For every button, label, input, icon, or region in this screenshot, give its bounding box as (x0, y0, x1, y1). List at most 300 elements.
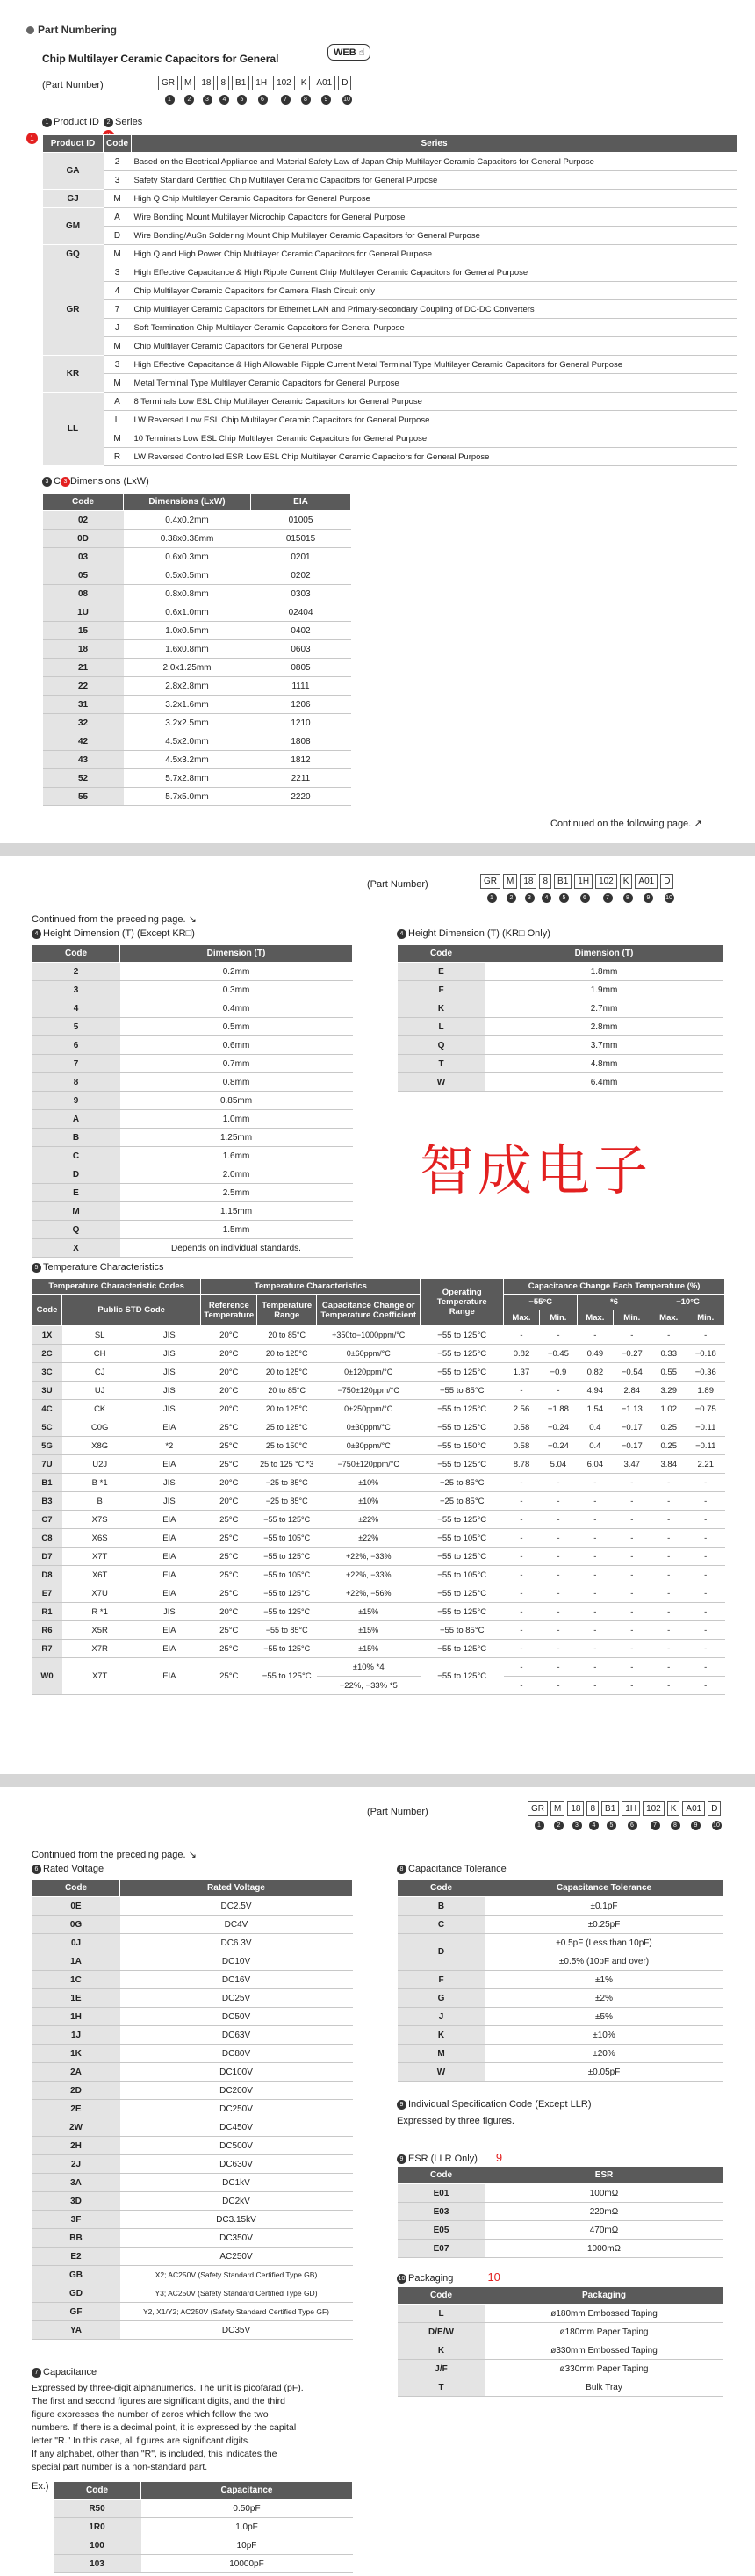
value-cell: 1.8mm (485, 963, 723, 981)
value-cell: - (539, 1382, 577, 1400)
value-cell: ±10% (317, 1492, 421, 1511)
table-row (32, 1492, 725, 1511)
value-cell: ø330mm Paper Taping (485, 2360, 723, 2378)
code-cell: E (32, 1184, 120, 1202)
value-cell: X7T (62, 1658, 138, 1695)
value-cell: Depends on individual standards. (120, 1239, 353, 1258)
pn-label-2: (Part Number) (367, 879, 428, 890)
table-row (43, 356, 737, 374)
table-row (43, 245, 737, 263)
th-dim-lxw: Dimensions (LxW) (124, 494, 251, 511)
value-cell: Y2, X1/Y2; AC250V (Safety Standard Certified Type GF) (120, 2303, 353, 2321)
value-cell: 2.56 (504, 1400, 540, 1418)
pn-boxes-3 (528, 1801, 724, 1816)
code-cell: 1C (32, 1971, 120, 1989)
value-cell: 1210 (251, 714, 351, 732)
value-cell: 1.0mm (120, 1110, 353, 1129)
table-row (398, 2008, 723, 2026)
th-code: Code (104, 135, 132, 153)
code-cell: 4C (32, 1400, 62, 1418)
code-cell: GB (32, 2266, 120, 2284)
value-cell: 25°C (201, 1418, 257, 1437)
value-cell: 25°C (201, 1566, 257, 1584)
value-cell: - (687, 1677, 724, 1695)
pn-num-slot (620, 891, 636, 903)
pn-number-icon: 4 (589, 1821, 599, 1830)
code-cell: 1U (43, 603, 124, 622)
esr-title (397, 2151, 502, 2164)
value-cell: −0.27 (613, 1345, 651, 1363)
table-row (32, 1566, 725, 1584)
table-row (32, 1036, 353, 1055)
value-cell: - (687, 1603, 724, 1621)
value-cell: 1000mΩ (485, 2240, 723, 2258)
table-row (43, 393, 737, 411)
value-cell: 0±60ppm/°C (317, 1345, 421, 1363)
code-cell: B3 (32, 1492, 62, 1511)
series-cell: Metal Terminal Type Multilayer Ceramic Capacitors for General Purpose (132, 374, 737, 393)
value-cell: - (578, 1492, 614, 1511)
code-cell: B1 (32, 1474, 62, 1492)
code-cell: 43 (43, 751, 124, 769)
code-cell: 3D (32, 2192, 120, 2211)
value-cell: 0±30ppm/°C (317, 1418, 421, 1437)
th-hb-dim: Dimension (T) (485, 945, 723, 963)
paragraph-line: special part number is a non-standard part. (32, 2462, 208, 2472)
section-title (26, 24, 117, 36)
value-cell: - (504, 1382, 540, 1400)
value-cell: ±20% (485, 2045, 723, 2063)
table-row (43, 190, 737, 208)
value-cell: 1.9mm (485, 981, 723, 999)
th-temp-public: Public STD Code (62, 1295, 201, 1326)
value-cell: - (539, 1326, 577, 1345)
num-8-icon: 8 (397, 1865, 406, 1874)
pn-num-slot (667, 1819, 683, 1830)
num-10-icon: 10 (398, 2275, 406, 2282)
value-cell: 0.2mm (120, 963, 353, 981)
value-cell: −55 to 125°C (257, 1603, 317, 1621)
code-cell: 3F (32, 2211, 120, 2229)
value-cell: - (687, 1640, 724, 1658)
table-row (43, 696, 351, 714)
value-cell: 1.37 (504, 1363, 540, 1382)
value-cell: 0303 (251, 585, 351, 603)
code-cell: 2 (32, 963, 120, 981)
value-cell: 1.25mm (120, 1129, 353, 1147)
page-gap-2 (0, 1774, 755, 1787)
value-cell: −1.88 (539, 1400, 577, 1418)
value-cell: 20°C (201, 1382, 257, 1400)
value-cell: 0805 (251, 659, 351, 677)
pn-number-icon: 8 (671, 1821, 680, 1830)
table-row (43, 374, 737, 393)
pn-num-slot (298, 93, 313, 105)
pn-box: 18 (198, 76, 214, 90)
value-cell: 02404 (251, 603, 351, 622)
value-cell: 3.47 (613, 1455, 651, 1474)
table-row (32, 2155, 353, 2174)
pn-number-icon: 5 (559, 893, 569, 903)
value-cell: - (504, 1474, 540, 1492)
table-row (43, 171, 737, 190)
value-cell: 5.7x5.0mm (124, 788, 251, 806)
pn-num-slot (539, 891, 554, 903)
value-cell: 2.8x2.8mm (124, 677, 251, 696)
pn-num-slot (313, 93, 339, 105)
value-cell: −55 to 105°C (257, 1566, 317, 1584)
pn-box: K (298, 76, 311, 90)
value-cell: R *1 (62, 1603, 138, 1621)
value-cell: EIA (138, 1584, 201, 1603)
pn-box: GR (480, 874, 500, 889)
table-row (32, 1418, 725, 1437)
series-cell: High Q and High Power Chip Multilayer Ceramic Capacitors for General Purpose (132, 245, 737, 263)
table-row (43, 208, 737, 227)
series-code-cell: 3 (104, 263, 132, 282)
code-cell: E01 (398, 2184, 485, 2203)
value-cell: JIS (138, 1363, 201, 1382)
series-code-cell: M (104, 190, 132, 208)
value-cell: SL (62, 1326, 138, 1345)
series-code-cell: M (104, 374, 132, 393)
value-cell: ø180mm Embossed Taping (485, 2305, 723, 2323)
value-cell: 0.82 (578, 1363, 614, 1382)
value-cell: JIS (138, 1326, 201, 1345)
value-cell: - (613, 1474, 651, 1492)
value-cell: EIA (138, 1640, 201, 1658)
dimensions-table (42, 493, 351, 806)
value-cell: - (613, 1677, 651, 1695)
series-cell: Chip Multilayer Ceramic Capacitors for General Purpose (132, 337, 737, 356)
code-cell: T (398, 1055, 485, 1073)
pn-box: D (660, 874, 673, 889)
th-dim-eia: EIA (251, 494, 351, 511)
value-cell: DC630V (120, 2155, 353, 2174)
pn-number-icon: 2 (507, 893, 516, 903)
value-cell: −25 to 85°C (421, 1474, 504, 1492)
pn-number-icon: 9 (691, 1821, 701, 1830)
value-cell: EIA (138, 1511, 201, 1529)
value-cell: 20 to 125°C (257, 1345, 317, 1363)
value-cell: DC4V (120, 1916, 353, 1934)
value-cell: DC200V (120, 2082, 353, 2100)
value-cell: - (578, 1677, 614, 1695)
value-cell: - (504, 1658, 540, 1677)
pn-num-slot (480, 891, 503, 903)
value-cell: +22%, −56% (317, 1584, 421, 1603)
table-row (32, 2284, 353, 2303)
value-cell: CH (62, 1345, 138, 1363)
code-cell: L (398, 2305, 485, 2323)
value-cell: Y3; AC250V (Safety Standard Certified Type GD) (120, 2284, 353, 2303)
value-cell: - (613, 1326, 651, 1345)
num-2-icon: 2 (104, 118, 113, 127)
value-cell: −55 to 125°C (421, 1418, 504, 1437)
value-cell: 6.4mm (485, 1073, 723, 1092)
part-number-diagram-2 (480, 874, 677, 903)
value-cell: - (539, 1677, 577, 1695)
pn-num-slot (683, 1819, 708, 1830)
height-a-title-text: Height Dimension (T) (Except KR□) (43, 928, 195, 939)
value-cell: −55 to 105°C (257, 1529, 317, 1548)
value-cell: 0202 (251, 566, 351, 585)
value-cell: −0.75 (687, 1400, 724, 1418)
pn-num-slot (708, 1819, 724, 1830)
series-cell: LW Reversed Low ESL Chip Multilayer Ceramic Capacitors for General Purpose (132, 411, 737, 429)
value-cell: - (578, 1621, 614, 1640)
code-cell: 3 (32, 981, 120, 999)
value-cell: 0.3mm (120, 981, 353, 999)
value-cell: 0.38x0.38mm (124, 530, 251, 548)
pn-number-icon: 3 (203, 95, 212, 105)
dimensions-title (42, 476, 149, 487)
value-cell: - (504, 1529, 540, 1548)
arrow-down-right-icon: ↘ (188, 914, 197, 925)
red-marker-3: 3 (61, 477, 70, 487)
value-cell: - (651, 1621, 687, 1640)
value-cell: −55 to 85°C (257, 1621, 317, 1640)
value-cell: 1.0pF (141, 2518, 353, 2536)
value-cell: 25°C (201, 1584, 257, 1603)
table-row (43, 585, 351, 603)
code-cell: J (398, 2008, 485, 2026)
pn-num-slot (550, 1819, 567, 1830)
table-row (398, 2305, 723, 2323)
value-cell: DC100V (120, 2063, 353, 2082)
table-row (43, 640, 351, 659)
value-cell: ø180mm Paper Taping (485, 2323, 723, 2341)
value-cell: 20 to 85°C (257, 1326, 317, 1345)
value-cell: 0.4x0.2mm (124, 511, 251, 530)
value-cell: - (687, 1474, 724, 1492)
table-row (43, 511, 351, 530)
value-cell: DC1kV (120, 2174, 353, 2192)
table-row (32, 1952, 353, 1971)
product-series-title (42, 117, 142, 127)
value-cell: - (504, 1640, 540, 1658)
th-temp-change: Capacitance Change or Temperature Coefficient (317, 1295, 421, 1326)
pn-num-slot (622, 1819, 643, 1830)
code-cell: GD (32, 2284, 120, 2303)
value-cell: ±10% (485, 2026, 723, 2045)
code-cell: 1K (32, 2045, 120, 2063)
value-cell: - (613, 1529, 651, 1548)
th-pk-val: Packaging (485, 2287, 723, 2305)
value-cell: −0.36 (687, 1363, 724, 1382)
value-cell: 20°C (201, 1603, 257, 1621)
value-cell: −0.45 (539, 1345, 577, 1363)
pn-label-3: (Part Number) (367, 1807, 428, 1817)
code-cell: 0J (32, 1934, 120, 1952)
value-cell: 015015 (251, 530, 351, 548)
value-cell: JIS (138, 1603, 201, 1621)
value-cell: - (578, 1548, 614, 1566)
value-cell: 3.7mm (485, 1036, 723, 1055)
table-row (32, 2174, 353, 2192)
value-cell: ±5% (485, 2008, 723, 2026)
pn-number-icon: 6 (580, 893, 590, 903)
pn-number-icon: 10 (713, 1822, 720, 1829)
value-cell: 4.94 (578, 1382, 614, 1400)
esr-table (397, 2166, 723, 2258)
code-cell: J/F (398, 2360, 485, 2378)
table-row (32, 1584, 725, 1603)
table-row (32, 1073, 353, 1092)
table-row (398, 1934, 723, 1952)
value-cell: 0.4 (578, 1437, 614, 1455)
pn-box: B1 (232, 76, 249, 90)
num-3-icon: 3 (42, 477, 52, 487)
value-cell: −0.24 (539, 1418, 577, 1437)
value-cell: - (539, 1621, 577, 1640)
series-code-cell: 3 (104, 171, 132, 190)
value-cell: 25°C (201, 1529, 257, 1548)
value-cell: - (687, 1658, 724, 1677)
height-a-table (32, 944, 353, 1258)
value-cell: −55 to 125°C (257, 1640, 317, 1658)
table-row (398, 2221, 723, 2240)
value-cell: DC63V (120, 2026, 353, 2045)
code-cell: L (398, 1018, 485, 1036)
web-button[interactable] (327, 44, 370, 61)
value-cell: 10pF (141, 2536, 353, 2555)
code-cell: E03 (398, 2203, 485, 2221)
th-temp-code: Code (32, 1295, 62, 1326)
value-cell: 5.04 (539, 1455, 577, 1474)
th-product-id: Product ID (43, 135, 104, 153)
value-cell: JIS (138, 1345, 201, 1363)
code-cell: Q (32, 1221, 120, 1239)
product-id-cell: LL (43, 393, 104, 466)
value-cell: DC3.15kV (120, 2211, 353, 2229)
pn-box: 18 (520, 874, 536, 889)
pn-num-slot (567, 1819, 586, 1830)
product-id-cell: GQ (43, 245, 104, 263)
code-cell: 103 (54, 2555, 141, 2573)
value-cell: 1.54 (578, 1400, 614, 1418)
section-title-text: Part Numbering (38, 24, 118, 36)
table-row (32, 1971, 353, 1989)
value-cell: DC16V (120, 1971, 353, 1989)
dim-title-prefix: C (54, 476, 61, 487)
table-row (32, 1382, 725, 1400)
pn-box: B1 (554, 874, 572, 889)
height-b-title-text: Height Dimension (T) (KR□ Only) (408, 928, 550, 939)
code-cell: 1R0 (54, 2518, 141, 2536)
product-id-title: Product ID (54, 117, 99, 127)
value-cell: −55 to 125°C (257, 1511, 317, 1529)
value-cell: 1808 (251, 732, 351, 751)
value-cell: - (613, 1658, 651, 1677)
num-9-icon: 9 (397, 2100, 406, 2110)
value-cell: ±1% (485, 1971, 723, 1989)
temperature-title-text: Temperature Characteristics (43, 1262, 164, 1273)
value-cell: −750±120ppm/°C (317, 1382, 421, 1400)
pn-number-icon: 9 (644, 893, 653, 903)
th-max-2: Max. (578, 1310, 614, 1326)
series-code-cell: 4 (104, 282, 132, 300)
table-row (398, 2184, 723, 2203)
pn-numbers (158, 93, 355, 105)
product-id-cell: GM (43, 208, 104, 245)
code-cell: 1A (32, 1952, 120, 1971)
value-cell: DC10V (120, 1952, 353, 1971)
value-cell: 0±30ppm/°C (317, 1437, 421, 1455)
page-gap-1 (0, 843, 755, 856)
code-cell: 0D (43, 530, 124, 548)
value-cell: - (687, 1511, 724, 1529)
table-row (43, 714, 351, 732)
table-row (32, 1326, 725, 1345)
value-cell: JIS (138, 1474, 201, 1492)
value-cell: 3.2x1.6mm (124, 696, 251, 714)
rated-voltage-table (32, 1879, 353, 2340)
pn-number-icon: 1 (165, 95, 175, 105)
value-cell: −1.13 (613, 1400, 651, 1418)
product-id-cell: KR (43, 356, 104, 393)
value-cell: 1.6x0.8mm (124, 640, 251, 659)
code-cell: 1E (32, 1989, 120, 2008)
table-row (54, 2536, 353, 2555)
packaging-red-marker: 10 (487, 2270, 500, 2284)
continued-prev-3 (32, 1849, 197, 1860)
value-cell: - (651, 1658, 687, 1677)
num-4b-icon: 4 (397, 929, 406, 939)
value-cell: 0.4 (578, 1418, 614, 1437)
table-row (54, 2500, 353, 2518)
code-cell: 9 (32, 1092, 120, 1110)
value-cell: 0.4mm (120, 999, 353, 1018)
value-cell: 1812 (251, 751, 351, 769)
table-row (32, 1345, 725, 1363)
code-cell: R7 (32, 1640, 62, 1658)
pn-numbers-2 (480, 891, 677, 903)
series-cell: LW Reversed Controlled ESR Low ESL Chip Multilayer Ceramic Capacitors for General Purpose (132, 448, 737, 466)
value-cell: 20 to 125°C (257, 1363, 317, 1382)
th-min-2: Min. (613, 1310, 651, 1326)
value-cell: −25 to 85°C (257, 1492, 317, 1511)
num-9b-icon: 9 (397, 2154, 406, 2164)
value-cell: 0603 (251, 640, 351, 659)
table-row (43, 411, 737, 429)
table-row (398, 1073, 723, 1092)
value-cell: ±0.5% (10pF and over) (485, 1952, 723, 1971)
example-label: Ex.) (32, 2481, 49, 2492)
value-cell: ±15% (317, 1621, 421, 1640)
value-cell: ±22% (317, 1529, 421, 1548)
value-cell: 10000pF (141, 2555, 353, 2573)
value-cell: 4.5x2.0mm (124, 732, 251, 751)
value-cell: - (504, 1511, 540, 1529)
value-cell: −0.24 (539, 1437, 577, 1455)
th-temp-ref: Reference Temperature (201, 1295, 257, 1326)
code-cell: GF (32, 2303, 120, 2321)
value-cell: X5R (62, 1621, 138, 1640)
value-cell: - (504, 1603, 540, 1621)
series-code-cell: M (104, 337, 132, 356)
value-cell: - (651, 1474, 687, 1492)
value-cell: 3.29 (651, 1382, 687, 1400)
pn-box: 8 (586, 1801, 599, 1816)
table-row (32, 1934, 353, 1952)
value-cell: ±10% (317, 1474, 421, 1492)
value-cell: - (613, 1640, 651, 1658)
value-cell: 25 to 125°C (257, 1418, 317, 1437)
code-cell: 7 (32, 1055, 120, 1073)
value-cell: - (651, 1492, 687, 1511)
pn-num-slot (252, 93, 273, 105)
